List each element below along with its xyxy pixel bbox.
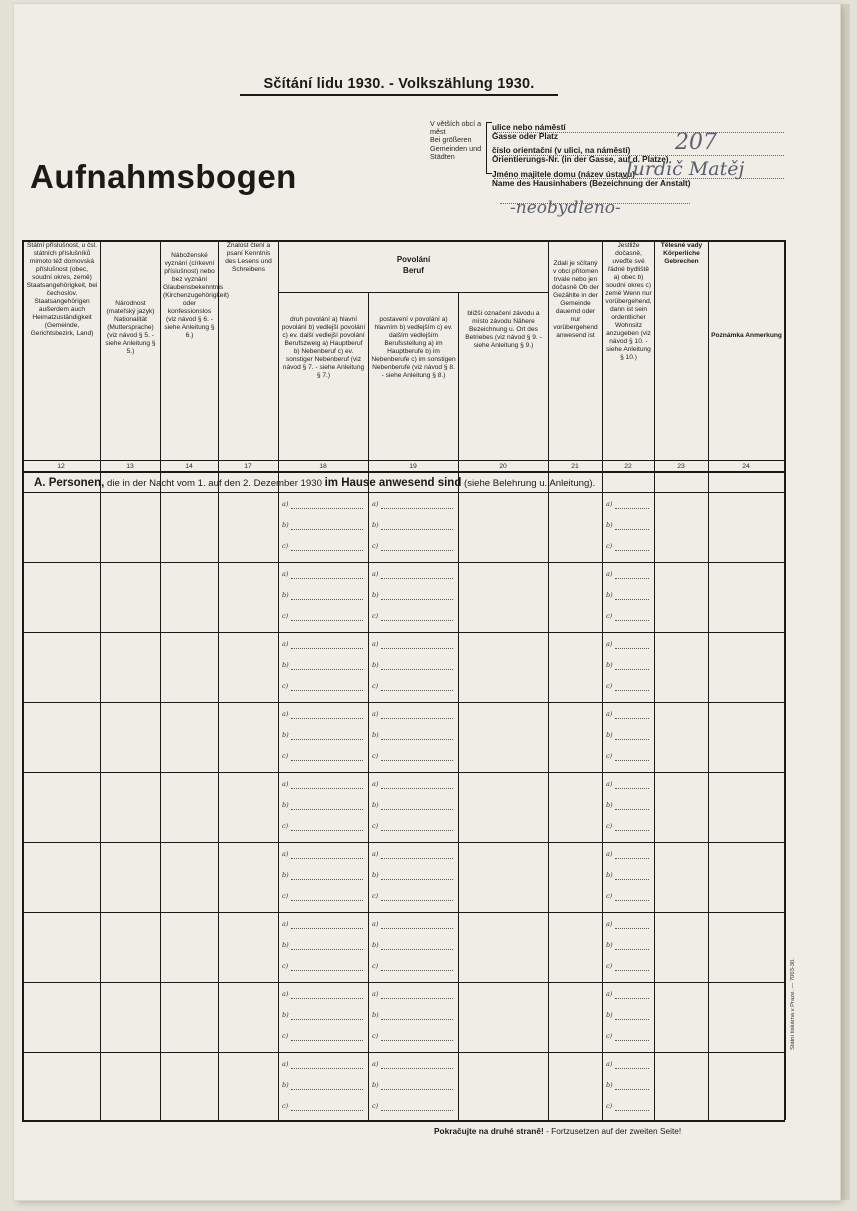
abc-label: a) xyxy=(372,1060,379,1068)
abc-label: b) xyxy=(606,1011,613,1019)
abc-entry-field[interactable] xyxy=(291,1089,363,1090)
abc-entry-field[interactable] xyxy=(615,578,649,579)
abc-entry-field[interactable] xyxy=(615,1068,649,1069)
col-divider xyxy=(458,292,459,1120)
abc-label: c) xyxy=(372,962,379,970)
abc-label: b) xyxy=(606,591,613,599)
header-col-14: Náboženské vyznání (církevní příslušnost) nebo bez vyznání Glaubensbekenntnis (Kirchenzugehörigkeit) oder konfessionslos (viz návod § 6. - siehe Anleitung § 6.) xyxy=(163,252,229,339)
abc-entry-field[interactable] xyxy=(615,900,649,901)
abc-entry-field[interactable] xyxy=(381,760,453,761)
abc-entry-field[interactable] xyxy=(381,900,453,901)
abc-label: b) xyxy=(372,731,379,739)
abc-label: b) xyxy=(282,661,289,669)
abc-label: a) xyxy=(372,780,379,788)
abc-entry-field[interactable] xyxy=(291,1110,363,1111)
abc-label: a) xyxy=(282,640,289,648)
abc-label: a) xyxy=(606,500,613,508)
abc-entry-field[interactable] xyxy=(381,949,453,950)
address-place-label: V větších obcí a měst Bei größeren Gemeinden und Städten xyxy=(430,119,482,161)
abc-entry-field[interactable] xyxy=(291,599,363,600)
header-col-23: Tělesné vady Körperliche Gebrechen xyxy=(660,242,703,265)
abc-entry-field[interactable] xyxy=(381,578,453,579)
section-a-heading: A. Personen, die in der Nacht vom 1. auf den 2. Dezember 1930 im Hause anwesend sind (siehe Belehrung u. Anleitung). xyxy=(34,477,596,489)
abc-entry-field[interactable] xyxy=(381,599,453,600)
abc-entry-field[interactable] xyxy=(381,1040,453,1041)
header-povolani: Povolání Beruf xyxy=(396,255,431,275)
abc-entry-field[interactable] xyxy=(291,809,363,810)
abc-label: b) xyxy=(282,941,289,949)
header-col-13: Národnost (mateřský jazyk) Nationalität (Muttersprache) (viz návod § 5. - siehe Anleitung § 5.) xyxy=(105,300,156,355)
abc-entry-field[interactable] xyxy=(291,529,363,530)
col-divider xyxy=(100,240,101,1120)
abc-entry-field[interactable] xyxy=(381,1110,453,1111)
table-bottom-border xyxy=(22,1120,785,1122)
colnum-23: 23 xyxy=(677,463,685,470)
abc-label: c) xyxy=(372,1032,379,1040)
abc-label: a) xyxy=(606,710,613,718)
abc-entry-field[interactable] xyxy=(615,620,649,621)
abc-entry-field[interactable] xyxy=(615,1089,649,1090)
abc-entry-field[interactable] xyxy=(291,830,363,831)
abc-label: c) xyxy=(282,682,289,690)
abc-label: b) xyxy=(372,871,379,879)
col-divider xyxy=(218,240,219,1120)
abc-label: c) xyxy=(372,682,379,690)
header-col-19: postavení v povolání a) hlavním b) vedlejším c) ev. dalším vedlejším Berufsstellung a) im Hauptberufe b) im Nebenberufe c) im sonstigen Nebenberufe (viz návod § 8. - siehe Anleitung § 8.) xyxy=(371,316,456,379)
abc-entry-field[interactable] xyxy=(291,998,363,999)
abc-entry-field[interactable] xyxy=(381,718,453,719)
abc-label: c) xyxy=(606,1102,613,1110)
abc-entry-field[interactable] xyxy=(615,550,649,551)
abc-entry-field[interactable] xyxy=(291,739,363,740)
abc-label: b) xyxy=(282,731,289,739)
abc-label: c) xyxy=(282,822,289,830)
abc-entry-field[interactable] xyxy=(381,648,453,649)
abc-entry-field[interactable] xyxy=(291,879,363,880)
colnum-19: 19 xyxy=(409,463,417,470)
abc-label: b) xyxy=(372,591,379,599)
abc-label: c) xyxy=(372,612,379,620)
abc-label: a) xyxy=(282,500,289,508)
abc-label: a) xyxy=(372,570,379,578)
abc-label: a) xyxy=(606,920,613,928)
abc-entry-field[interactable] xyxy=(615,1040,649,1041)
abc-entry-field[interactable] xyxy=(615,809,649,810)
abc-entry-field[interactable] xyxy=(291,900,363,901)
col-divider xyxy=(368,292,369,1120)
continue-note: Pokračujte na druhé straně! - Fortzusetzen auf der zweiten Seite! xyxy=(434,1126,682,1136)
abc-label: a) xyxy=(606,1060,613,1068)
abc-label: a) xyxy=(372,990,379,998)
abc-label: c) xyxy=(606,822,613,830)
abc-label: c) xyxy=(372,542,379,550)
abc-entry-field[interactable] xyxy=(381,879,453,880)
abc-entry-field[interactable] xyxy=(615,648,649,649)
abc-label: b) xyxy=(372,521,379,529)
abc-label: c) xyxy=(282,1102,289,1110)
col-divider xyxy=(160,240,161,1120)
abc-entry-field[interactable] xyxy=(615,1110,649,1111)
abc-entry-field[interactable] xyxy=(615,760,649,761)
census-table xyxy=(22,240,785,1160)
abc-label: b) xyxy=(282,521,289,529)
abc-entry-field[interactable] xyxy=(381,739,453,740)
abc-label: b) xyxy=(372,941,379,949)
abc-entry-field[interactable] xyxy=(291,760,363,761)
abc-entry-field[interactable] xyxy=(615,508,649,509)
abc-entry-field[interactable] xyxy=(291,690,363,691)
row-separator xyxy=(22,1052,785,1053)
abc-label: a) xyxy=(282,710,289,718)
orientation-label: číslo orientační (v ulici, na náměstí) Orientierungs-Nr. (in der Gasse, auf d. Platze) xyxy=(492,146,669,164)
abc-entry-field[interactable] xyxy=(381,529,453,530)
abc-label: b) xyxy=(372,661,379,669)
abc-entry-field[interactable] xyxy=(615,998,649,999)
abc-entry-field[interactable] xyxy=(615,529,649,530)
abc-label: a) xyxy=(282,920,289,928)
abc-label: a) xyxy=(372,710,379,718)
abc-entry-field[interactable] xyxy=(381,620,453,621)
abc-label: a) xyxy=(606,780,613,788)
abc-entry-field[interactable] xyxy=(291,1019,363,1020)
abc-label: c) xyxy=(606,962,613,970)
abc-entry-field[interactable] xyxy=(615,830,649,831)
abc-entry-field[interactable] xyxy=(291,970,363,971)
abc-label: a) xyxy=(606,640,613,648)
abc-label: c) xyxy=(282,752,289,760)
abc-entry-field[interactable] xyxy=(615,669,649,670)
colnum-14: 14 xyxy=(185,463,193,470)
abc-entry-field[interactable] xyxy=(381,550,453,551)
row-separator xyxy=(22,632,785,633)
row-separator xyxy=(22,982,785,983)
owner-value-handwritten: Jurdič Matěj xyxy=(625,158,745,180)
abc-entry-field[interactable] xyxy=(291,550,363,551)
abc-label: c) xyxy=(282,612,289,620)
abc-label: c) xyxy=(606,1032,613,1040)
abc-entry-field[interactable] xyxy=(381,1089,453,1090)
header-bottom-border xyxy=(22,460,785,461)
abc-label: a) xyxy=(372,500,379,508)
header-col-22: Jestliže dočasně, uveďte své řádné bydliště a) obec b) soudní okres c) země Wenn nur vorübergehend, dann ist sein ordentlicher Wohnsitz anzugeben (viz návod § 10. - siehe Anleitung § 10.) xyxy=(605,242,652,361)
abc-entry-field[interactable] xyxy=(291,928,363,929)
abc-label: c) xyxy=(372,892,379,900)
col-divider xyxy=(548,240,549,1120)
col-divider xyxy=(278,240,279,1120)
abc-label: c) xyxy=(282,962,289,970)
abc-entry-field[interactable] xyxy=(381,998,453,999)
abc-label: b) xyxy=(282,871,289,879)
row-separator xyxy=(22,912,785,913)
abc-entry-field[interactable] xyxy=(381,858,453,859)
abc-entry-field[interactable] xyxy=(381,809,453,810)
abc-label: c) xyxy=(282,1032,289,1040)
abc-label: c) xyxy=(606,892,613,900)
abc-label: a) xyxy=(282,780,289,788)
table-right-border xyxy=(784,240,786,1120)
abc-entry-field[interactable] xyxy=(381,928,453,929)
col-divider xyxy=(708,240,709,1120)
abc-label: b) xyxy=(372,801,379,809)
table-left-border xyxy=(22,240,24,1120)
abc-entry-field[interactable] xyxy=(615,788,649,789)
abc-label: b) xyxy=(282,1011,289,1019)
abc-label: b) xyxy=(282,591,289,599)
abc-label: b) xyxy=(282,801,289,809)
colnum-22: 22 xyxy=(624,463,632,470)
abc-label: a) xyxy=(606,850,613,858)
abc-entry-field[interactable] xyxy=(291,578,363,579)
abc-entry-field[interactable] xyxy=(615,949,649,950)
header-col-18: druh povolání a) hlavní povolání b) vedlejší povolání c) ev. další vedlejší povolání Berufszweig a) Hauptberuf b) Nebenberuf c) ev. sonstiger Nebenberuf (viz návod § 7. - siehe Anleitung § 7.) xyxy=(281,316,366,379)
abc-entry-field[interactable] xyxy=(615,879,649,880)
abc-label: a) xyxy=(282,990,289,998)
abc-entry-field[interactable] xyxy=(615,970,649,971)
abc-entry-field[interactable] xyxy=(615,718,649,719)
colnum-17: 17 xyxy=(244,463,252,470)
colnum-18: 18 xyxy=(319,463,327,470)
colnum-bottom-border xyxy=(22,471,785,473)
abc-label: b) xyxy=(606,1081,613,1089)
abc-label: b) xyxy=(606,731,613,739)
abc-label: c) xyxy=(606,542,613,550)
abc-entry-field[interactable] xyxy=(381,1068,453,1069)
header-col-21: Zdali je sčítaný v obci přítomen trvale nebo jen dočasně Ob der Gezählte in der Gemeinde dauernd oder nur vorübergehend anwesend ist xyxy=(552,260,599,339)
abc-entry-field[interactable] xyxy=(291,620,363,621)
orientation-value-handwritten: 207 xyxy=(675,130,717,155)
abc-entry-field[interactable] xyxy=(381,690,453,691)
colnum-13: 13 xyxy=(126,463,134,470)
col-divider xyxy=(654,240,655,1120)
abc-entry-field[interactable] xyxy=(381,1019,453,1020)
colnum-20: 20 xyxy=(499,463,507,470)
abc-label: b) xyxy=(606,801,613,809)
abc-label: c) xyxy=(606,612,613,620)
abc-entry-field[interactable] xyxy=(615,739,649,740)
street-label: ulice nebo náměstí Gasse oder Platz xyxy=(492,123,566,141)
abc-entry-field[interactable] xyxy=(291,788,363,789)
abc-label: b) xyxy=(606,871,613,879)
row-separator xyxy=(22,842,785,843)
abc-label: c) xyxy=(372,822,379,830)
abc-entry-field[interactable] xyxy=(615,1019,649,1020)
abc-entry-field[interactable] xyxy=(381,830,453,831)
row-separator xyxy=(22,562,785,563)
abc-label: b) xyxy=(282,1081,289,1089)
abc-label: c) xyxy=(282,892,289,900)
abc-label: c) xyxy=(606,682,613,690)
printer-imprint: Státní tiskárna v Praze. — 7003-30. xyxy=(790,958,796,1050)
row-separator xyxy=(22,772,785,773)
abc-entry-field[interactable] xyxy=(615,690,649,691)
colnum-21: 21 xyxy=(571,463,579,470)
abc-label: a) xyxy=(372,920,379,928)
abc-label: c) xyxy=(606,752,613,760)
abc-entry-field[interactable] xyxy=(615,858,649,859)
abc-label: a) xyxy=(282,1060,289,1068)
header-col-12: Státní příslušnost, u čsl. státních příslušníků mimoto též domovská příslušnost (obec, soudní okres, země) Staatsangehörigkeit, bei čechoslov. Staatsangehörigen außerdem auch Heimatzuständigkeit (Gemeinde, Gerichtsbezirk, Land) xyxy=(26,242,98,337)
abc-entry-field[interactable] xyxy=(291,508,363,509)
owner-note-handwritten: -neobydleno- xyxy=(510,198,621,218)
abc-label: b) xyxy=(606,521,613,529)
abc-label: c) xyxy=(372,752,379,760)
abc-entry-field[interactable] xyxy=(291,858,363,859)
abc-label: a) xyxy=(606,570,613,578)
abc-entry-field[interactable] xyxy=(615,928,649,929)
abc-label: c) xyxy=(282,542,289,550)
abc-label: b) xyxy=(606,941,613,949)
abc-entry-field[interactable] xyxy=(291,718,363,719)
header-col-24: Poznámka Anmerkung xyxy=(711,332,782,339)
abc-label: a) xyxy=(372,640,379,648)
header-col-17: Znalost čtení a psaní Kenntnis des Lesens und Schreibens xyxy=(225,242,272,273)
colnum-12: 12 xyxy=(57,463,65,470)
form-title: Aufnahmsbogen xyxy=(30,158,297,195)
abc-entry-field[interactable] xyxy=(291,949,363,950)
abc-entry-field[interactable] xyxy=(291,669,363,670)
abc-entry-field[interactable] xyxy=(291,1040,363,1041)
abc-entry-field[interactable] xyxy=(291,648,363,649)
census-title: Sčítání lidu 1930. - Volkszählung 1930. xyxy=(240,76,558,96)
row-separator xyxy=(22,702,785,703)
street-field[interactable] xyxy=(494,132,784,133)
col-divider xyxy=(602,240,603,1120)
abc-entry-field[interactable] xyxy=(381,970,453,971)
abc-label: b) xyxy=(372,1011,379,1019)
colnum-24: 24 xyxy=(742,463,750,470)
abc-label: c) xyxy=(372,1102,379,1110)
abc-label: b) xyxy=(606,661,613,669)
abc-entry-field[interactable] xyxy=(291,1068,363,1069)
header-col-20: bližší označení závodu a místo závodu Nähere Bezeichnung u. Ort des Betriebes (viz návod § 9. - siehe Anleitung § 9.) xyxy=(465,310,542,349)
abc-entry-field[interactable] xyxy=(381,788,453,789)
abc-entry-field[interactable] xyxy=(615,599,649,600)
abc-label: b) xyxy=(372,1081,379,1089)
abc-label: a) xyxy=(372,850,379,858)
abc-label: a) xyxy=(282,850,289,858)
section-a-border xyxy=(22,492,785,493)
orientation-field[interactable] xyxy=(494,155,784,156)
owner-label: Jméno majitele domu (název ústavu) Name des Hausinhabers (Bezeichnung der Anstalt) xyxy=(492,170,691,188)
povolani-subheader-border xyxy=(278,292,548,293)
abc-label: a) xyxy=(282,570,289,578)
abc-entry-field[interactable] xyxy=(381,669,453,670)
abc-label: a) xyxy=(606,990,613,998)
abc-entry-field[interactable] xyxy=(381,508,453,509)
